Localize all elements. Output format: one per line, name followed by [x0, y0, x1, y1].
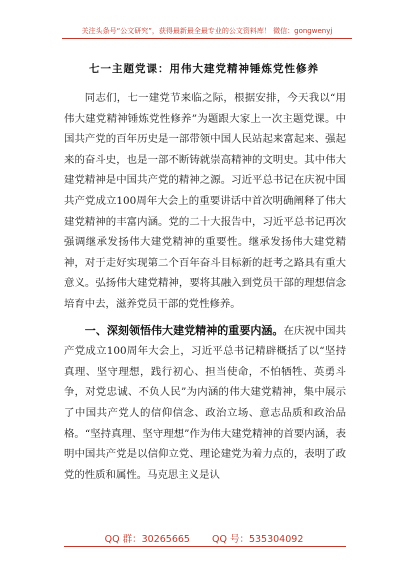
footer-divider	[64, 546, 346, 547]
section1-paragraph	[64, 321, 346, 486]
section1-text: 在庆祝中国共产党成立100周年大会上，习近平总书记精辟概括了以“坚持真理、坚守理想，践行初心、担当使命，不怕牺牲、英勇斗争，对党忠诚、不负人民”为内涵的伟大建党精神，集中展示了中国共产党人的信仰信念、政治立场、意志品质和政治品格。“坚持真理、坚守理想”作为伟大建党精神的首要内涵，表明中国共产党是以信仰立党、理论建党为着力点的，表明了政党的性质和属性。马克思主义是认	[64, 324, 346, 481]
footer-contacts	[0, 531, 408, 545]
document-body	[64, 88, 346, 485]
section1-heading: 一、深刻领悟伟大建党精神的重要内涵。	[84, 323, 284, 337]
footer-qq-group: QQ 群：30265665	[104, 534, 190, 545]
document-title: 七一主题党课：用伟大建党精神锤炼党性修养	[89, 63, 319, 75]
intro-paragraph: 同志们，七一建党节来临之际，根据安排，今天我以“用伟大建党精神锤炼党性修养”为题跟大家上一次主题党课。中国共产党的百年历史是一部带领中国人民站起来富起来、强起来的奋斗史，也是一部不断铸就崇高精神的文明史。其中伟大建党精神是中国共产党的精神之源。习近平总书记在庆祝中国共产党成立100周年大会上的重要讲话中首次明确阐释了伟大建党精神的丰富内涵。党的二十大报告中，习近平总书记再次强调继承发扬伟大建党精神的重要性。继承发扬伟大建党精神，对于走好实现第二个百年奋斗目标新的赶考之路具有重大意义。弘扬伟大建党精神，要将其融入到党员干部的理想信念培育中去，滋养党员干部的党性修养。	[64, 92, 346, 310]
header-notice: 关注头条号“公文研究”，获得最新最全最专业的公文资料库！ 微信：gongwenyj	[81, 27, 333, 35]
header-divider	[62, 38, 352, 39]
footer-qq-number: QQ 号：535304092	[211, 534, 304, 545]
